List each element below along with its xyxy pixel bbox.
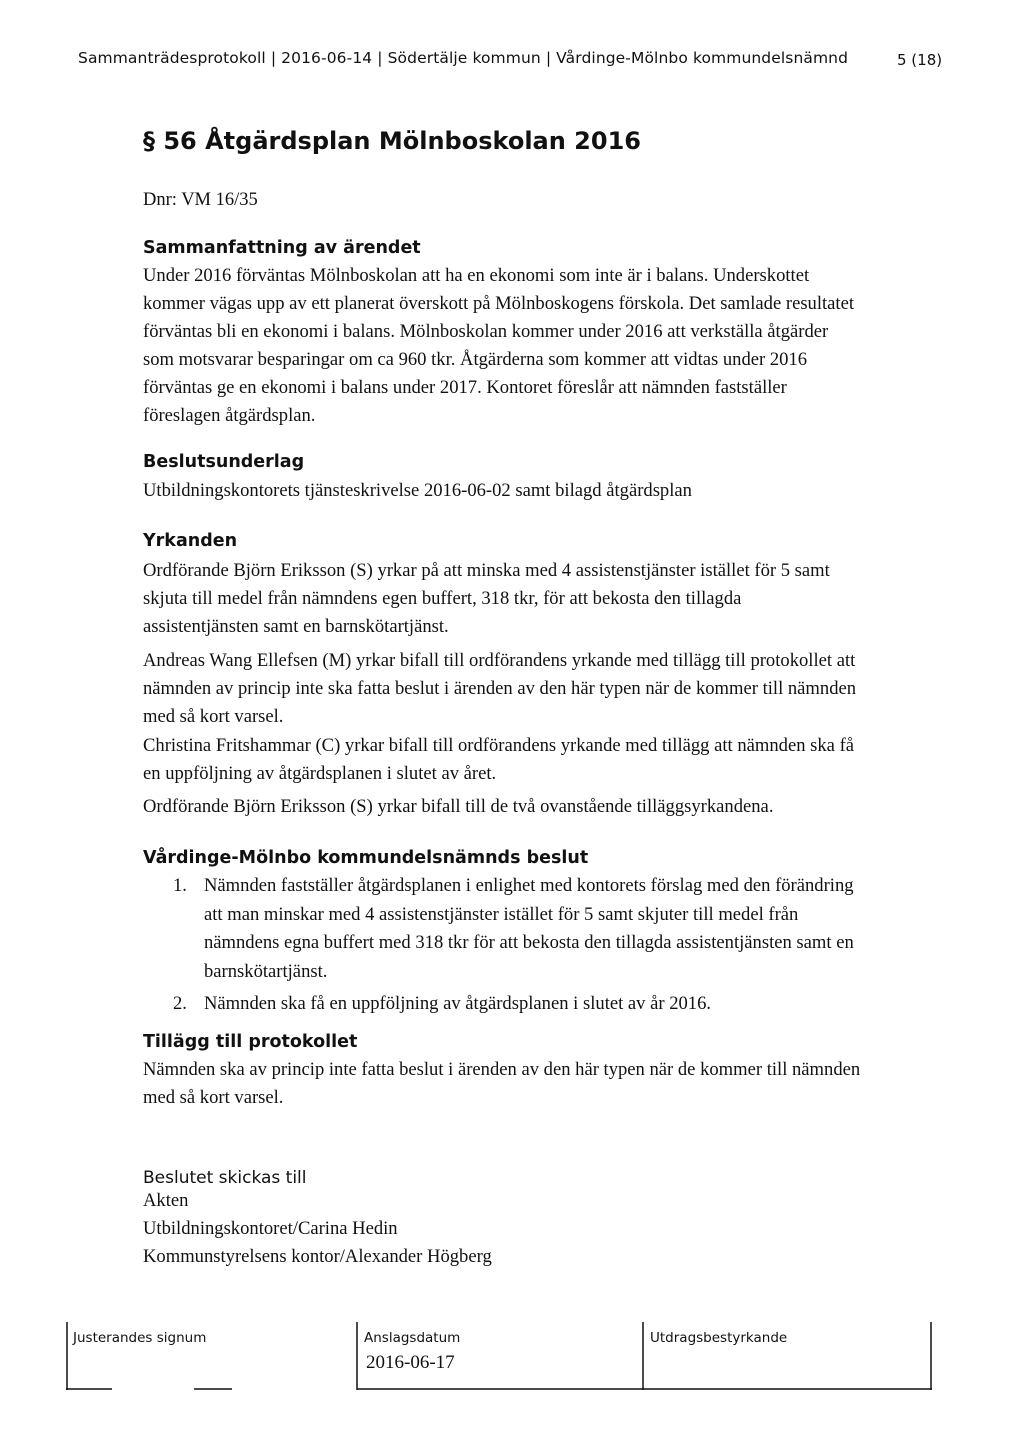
recipient: Akten (143, 1190, 189, 1211)
utdrag-cell (643, 1322, 932, 1390)
basis-line: Utbildningskontorets tjänsteskrivelse 2016-06-02 samt bilagd åtgärdsplan (143, 480, 692, 501)
motion-line: Christina Fritshammar (C) yrkar bifall till ordförandens yrkande med tillägg att nämnden ska få (143, 735, 855, 756)
decision-item (143, 872, 963, 986)
addendum-text (143, 1056, 860, 1112)
motion-line: skjuta till medel från nämndens egen buffert, 318 tkr, för att bekosta den tillagda (143, 588, 742, 609)
motion-line: Ordförande Björn Eriksson (S) yrkar på att minska med 4 assistenstjänster istället för 5 samt (143, 560, 830, 581)
recipient: Utbildningskontoret/Carina Hedin (143, 1218, 398, 1239)
addendum-heading: Tillägg till protokollet (143, 1032, 358, 1052)
decision-line: Nämnden ska få en uppföljning av åtgärdsplanen i slutet av år 2016. (204, 993, 712, 1014)
decision-line: nämndens egna buffert med 318 tkr för att bekosta den tillagda assistentjänsten samt en (204, 932, 854, 953)
summary-line: Under 2016 förväntas Mölnboskolan att ha en ekonomi som inte är i balans. Underskottet (143, 265, 810, 286)
decision-line: Nämnden fastställer åtgärdsplanen i enlighet med kontorets förslag med den förändring (204, 875, 854, 896)
motions-heading: Yrkanden (143, 531, 238, 551)
motion-line: Ordförande Björn Eriksson (S) yrkar bifall till de två ovanstående tilläggsyrkandena. (143, 796, 774, 817)
decision-item (143, 990, 963, 1019)
decision-line: barnskötartjänst. (204, 960, 328, 982)
basis-heading: Beslutsunderlag (143, 452, 305, 472)
anslag-label: Anslagsdatum (364, 1330, 461, 1346)
summary-line: kommer vägas upp av ett planerat överskott på Mölnboskogens förskola. Det samlade resultatet (143, 293, 855, 314)
summary-line: föreslagen åtgärdsplan. (143, 405, 316, 426)
motion-paragraph-4 (143, 793, 773, 821)
motion-line: Andreas Wang Ellefsen (M) yrkar bifall till ordförandens yrkande med tillägg till protokollet att (143, 650, 856, 671)
basis-text (143, 477, 692, 505)
document-header: Sammanträdesprotokoll | 2016-06-14 | Södertälje kommun | Vårdinge-Mölnbo kommundelsnämnd (78, 49, 849, 67)
decision-number: 2. (173, 993, 187, 1014)
utdrag-label: Utdragsbestyrkande (650, 1330, 788, 1346)
page-number: 5 (18) (897, 51, 943, 69)
sent-to-heading: Beslutet skickas till (143, 1168, 307, 1188)
decision-line: att man minskar med 4 assistenstjänster istället för 5 samt skjuter till medel från (204, 903, 799, 925)
justering-label: Justerandes signum (73, 1330, 207, 1346)
diary-number: Dnr: VM 16/35 (143, 190, 258, 210)
motion-paragraph-1 (143, 557, 830, 641)
recipient: Kommunstyrelsens kontor/Alexander Högberg (143, 1246, 492, 1267)
decision-heading: Vårdinge-Mölnbo kommundelsnämnds beslut (143, 848, 589, 868)
motion-paragraph-3 (143, 732, 854, 788)
summary-text (143, 262, 854, 430)
summary-line: som motsvarar besparingar om ca 960 tkr. Åtgärderna som kommer att vidtas under 2016 (143, 349, 808, 370)
summary-line: förväntas ge en ekonomi i balans under 2017. Kontoret föreslår att nämnden fastställer (143, 377, 787, 398)
recipient-list (143, 1187, 492, 1271)
anslag-date: 2016-06-17 (366, 1352, 455, 1373)
anslag-cell (357, 1322, 643, 1390)
motion-line: nämnden av princip inte ska fatta beslut i ärenden av den här typen när de kommer till nämnden (143, 678, 857, 699)
justering-cell (66, 1322, 357, 1390)
motion-line: med så kort varsel. (143, 706, 284, 727)
section-title: § 56 Åtgärdsplan Mölnboskolan 2016 (143, 127, 641, 155)
motion-line: assistentjänsten samt en barnskötartjänst. (143, 616, 449, 637)
motion-paragraph-2 (143, 647, 856, 731)
addendum-line: Nämnden ska av princip inte fatta beslut i ärenden av den här typen när de kommer till nämnden (143, 1059, 861, 1080)
decision-number: 1. (173, 875, 187, 896)
addendum-line: med så kort varsel. (143, 1087, 284, 1108)
summary-heading: Sammanfattning av ärendet (143, 238, 421, 258)
motion-line: en uppföljning av åtgärdsplanen i slutet av året. (143, 763, 497, 784)
signature-table (66, 1322, 932, 1390)
decision-list (143, 872, 963, 1019)
summary-line: förväntas bli en ekonomi i balans. Mölnboskolan kommer under 2016 att verkställa åtgärder (143, 321, 829, 342)
